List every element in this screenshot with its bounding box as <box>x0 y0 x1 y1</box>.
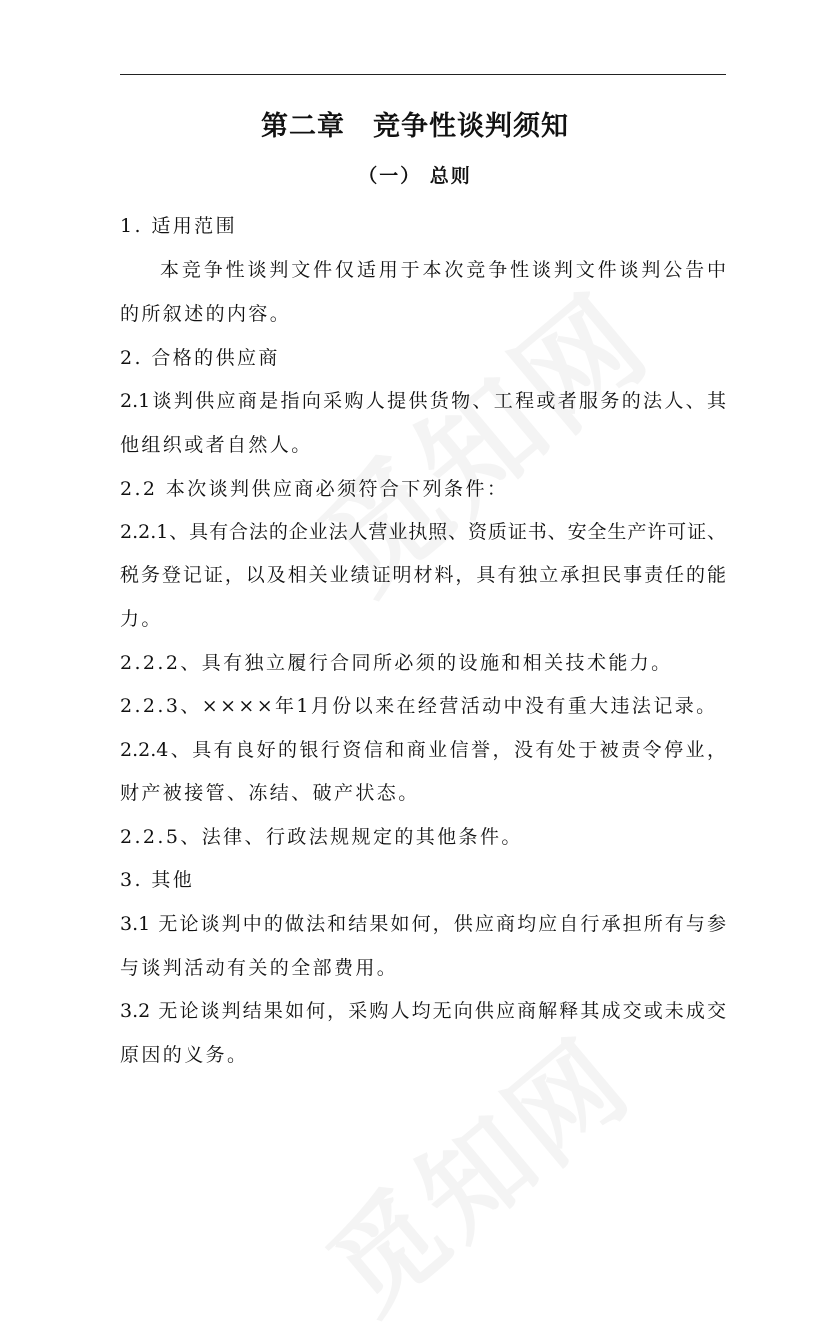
paragraph-line: 他组织或者自然人。 <box>120 434 313 456</box>
section-heading: （一） 总则 <box>358 165 472 187</box>
paragraph-line: 税务登记证，以及相关业绩证明材料，具有独立承担民事责任的能 <box>120 564 726 586</box>
heading-qualified-supplier: 2. 合格的供应商 <box>120 347 280 369</box>
paragraph-line: 原因的义务。 <box>120 1044 249 1066</box>
heading-other: 3. 其他 <box>120 869 195 891</box>
paragraph-line: 2.2.5、法律、行政法规规定的其他条件。 <box>120 826 523 848</box>
paragraph-line: 2.1谈判供应商是指向采购人提供货物、工程或者服务的法人、其 <box>120 390 726 412</box>
heading-applicable-scope: 1. 适用范围 <box>120 215 237 237</box>
paragraph-line: 2.2 本次谈判供应商必须符合下列条件： <box>120 478 509 500</box>
paragraph-line: 财产被接管、冻结、破产状态。 <box>120 782 420 804</box>
paragraph-line: 3.1 无论谈判中的做法和结果如何，供应商均应自行承担所有与参 <box>120 913 726 935</box>
paragraph-line: 2.2.2、具有独立履行合同所必须的设施和相关技术能力。 <box>120 652 673 674</box>
paragraph-line: 与谈判活动有关的全部费用。 <box>120 957 399 979</box>
watermark <box>290 997 658 1341</box>
paragraph-line: 的所叙述的内容。 <box>120 303 292 325</box>
header-rule <box>120 74 726 75</box>
paragraph-line: 2.2.4、具有良好的银行资信和商业信誉，没有处于被责令停业， <box>120 739 726 761</box>
paragraph-line: 2.2.1、具有合法的企业法人营业执照、资质证书、安全生产许可证、 <box>120 521 726 543</box>
chapter-title: 第二章 竞争性谈判须知 <box>261 111 569 142</box>
paragraph-line: 力。 <box>120 608 163 630</box>
paragraph-line: 本竞争性谈判文件仅适用于本次竞争性谈判文件谈判公告中 <box>160 259 726 281</box>
paragraph-line: 2.2.3、××××年1月份以来在经营活动中没有重大违法记录。 <box>120 695 718 717</box>
paragraph-line: 3.2 无论谈判结果如何，采购人均无向供应商解释其成交或未成交 <box>120 1000 726 1022</box>
